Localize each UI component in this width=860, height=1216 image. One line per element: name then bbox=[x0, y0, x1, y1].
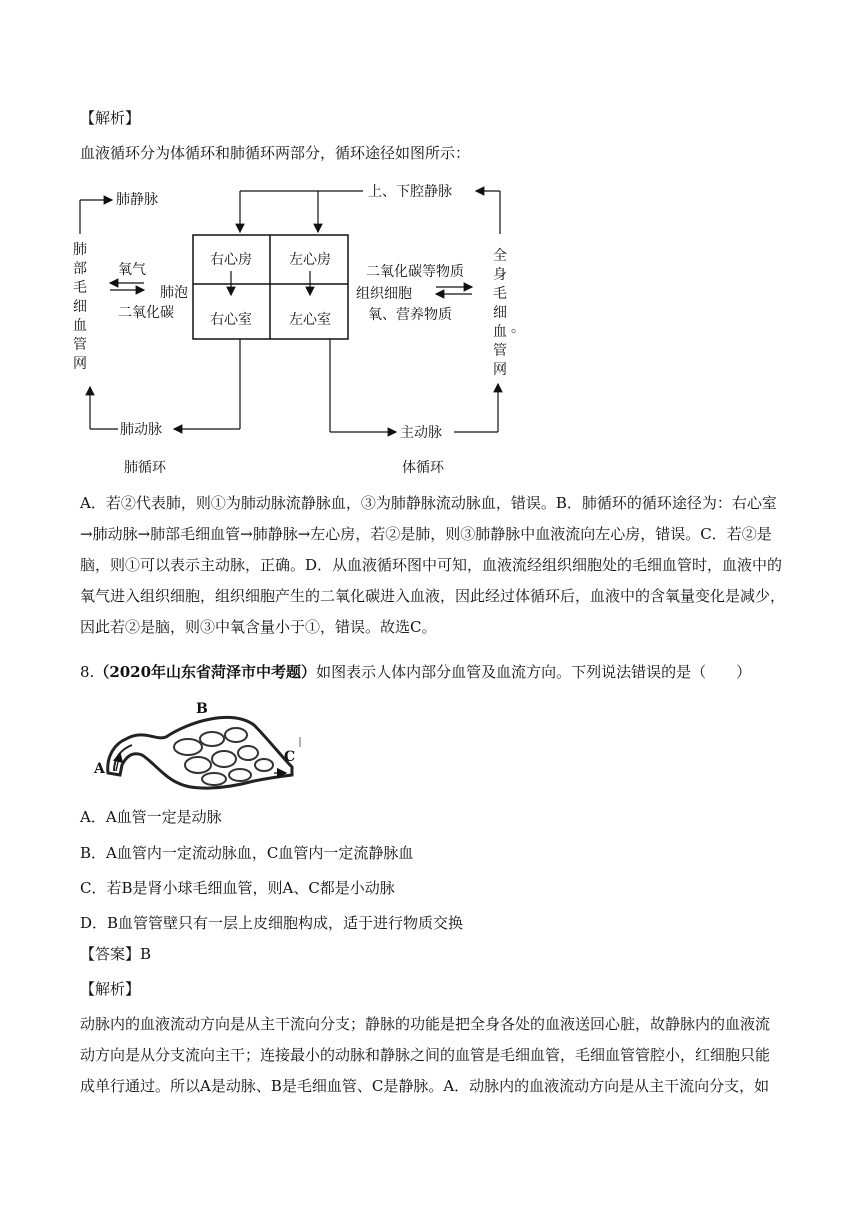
oxygen-nutrients-label: 氧、营养物质 bbox=[368, 307, 452, 323]
question-stem: 如图表示人体内部分血管及血流方向。下列说法错误的是（ ） bbox=[316, 663, 752, 681]
svg-text:身: 身 bbox=[493, 267, 507, 283]
analysis-line: 动方向是从分支流向主干；连接最小的动脉和静脉之间的血管是毛细血管，毛细血管管腔小，红细胞只能 bbox=[80, 1046, 771, 1064]
svg-text:肺: 肺 bbox=[73, 242, 87, 258]
left-ventricle-label: 左心室 bbox=[289, 312, 331, 328]
analysis-line: 动脉内的血液流动方向是从主干流向分支；静脉的功能是把全身各处的血液送回心脏，故静脉内的血液流 bbox=[80, 1015, 771, 1033]
right-ventricle-label: 右心室 bbox=[210, 312, 252, 328]
answer-label: 【答案】 bbox=[80, 945, 141, 963]
svg-text:网: 网 bbox=[73, 356, 87, 372]
analysis-line: A．若②代表肺，则①为肺动脉流静脉血，③为肺静脉流动脉血，错误。B．肺循环的循环途径为：右心室 bbox=[80, 494, 777, 512]
svg-text:血: 血 bbox=[73, 318, 87, 334]
option-b: B．A血管内一定流动脉血，C血管内一定流静脉血 bbox=[80, 844, 414, 862]
option-a: A．A血管一定是动脉 bbox=[80, 808, 222, 826]
answer-value: B bbox=[140, 945, 152, 963]
pulmonary-artery-label: 肺动脉 bbox=[120, 422, 162, 438]
body-capillaries-label bbox=[493, 248, 507, 378]
co2-substances-label: 二氧化碳等物质 bbox=[366, 264, 464, 280]
oxygen-label: 氧气 bbox=[118, 262, 146, 278]
label-a: A bbox=[94, 761, 105, 777]
svg-text:部: 部 bbox=[73, 261, 87, 277]
systemic-circulation-label: 体循环 bbox=[402, 460, 444, 476]
question-number: 8. bbox=[80, 663, 95, 681]
pulmonary-vein-label: 肺静脉 bbox=[116, 192, 158, 208]
label-c: C bbox=[284, 749, 296, 765]
alveoli-label: 肺泡 bbox=[160, 285, 188, 301]
analysis-paragraph-1 bbox=[80, 488, 786, 643]
analysis-header: 【解析】 bbox=[80, 109, 141, 127]
analysis-paragraph-2 bbox=[80, 1009, 786, 1102]
analysis-line: →肺动脉→肺部毛细血管→肺静脉→左心房，若②是肺，则③肺静脉中血液流向左心房，错误。C．若②是 bbox=[80, 525, 772, 543]
analysis-line: 脑，则①可以表示主动脉，正确。D．从血液循环图中可知，血液流经组织细胞处的毛细血管时，血液中的 bbox=[80, 556, 783, 574]
option-d: D．B血管管壁只有一层上皮细胞构成，适于进行物质交换 bbox=[80, 914, 464, 932]
dot-mark: 。 bbox=[511, 320, 525, 336]
svg-text:血: 血 bbox=[493, 324, 507, 340]
pulmonary-circulation-label: 肺循环 bbox=[124, 460, 166, 476]
svg-text:毛: 毛 bbox=[493, 286, 507, 302]
svg-text:管: 管 bbox=[73, 337, 87, 353]
svg-text:细: 细 bbox=[73, 299, 87, 315]
circulation-diagram bbox=[68, 172, 525, 482]
co2-label: 二氧化碳 bbox=[118, 305, 174, 321]
analysis-line: 成单行通过。所以A是动脉、B是毛细血管、C是静脉。A．动脉内的血液流动方向是从主干流向分支，如 bbox=[80, 1077, 770, 1095]
analysis-line: 因此若②是脑，则③中氧含量小于①，错误。故选C。 bbox=[80, 618, 437, 636]
answer-line bbox=[80, 944, 151, 964]
intro-text: 血液循环分为体循环和肺循环两部分，循环途径如图所示： bbox=[80, 144, 471, 162]
analysis-line: 氧气进入组织细胞，组织细胞产生的二氧化碳进入血液，因此经过体循环后，血液中的含氧量变化是减少， bbox=[80, 587, 786, 605]
right-atrium-label: 右心房 bbox=[210, 252, 252, 268]
left-atrium-label: 左心房 bbox=[289, 252, 331, 268]
svg-text:管: 管 bbox=[493, 343, 507, 359]
lung-capillaries-label bbox=[73, 241, 87, 372]
svg-text:网: 网 bbox=[493, 362, 507, 378]
label-b: B bbox=[196, 701, 208, 717]
aorta-label: 主动脉 bbox=[400, 425, 442, 441]
svg-text:毛: 毛 bbox=[73, 280, 87, 296]
svg-text:细: 细 bbox=[493, 305, 507, 321]
analysis-header-2: 【解析】 bbox=[80, 980, 141, 998]
blood-vessel-figure bbox=[86, 695, 316, 805]
option-c: C．若B是肾小球毛细血管，则A、C都是小动脉 bbox=[80, 879, 395, 897]
question-source: （2020年山东省菏泽市中考题） bbox=[94, 663, 317, 681]
question-8 bbox=[80, 662, 751, 682]
tissue-cells-label: 组织细胞 bbox=[356, 286, 412, 302]
vena-cava-label: 上、下腔静脉 bbox=[368, 184, 452, 200]
svg-text:全: 全 bbox=[493, 248, 507, 264]
